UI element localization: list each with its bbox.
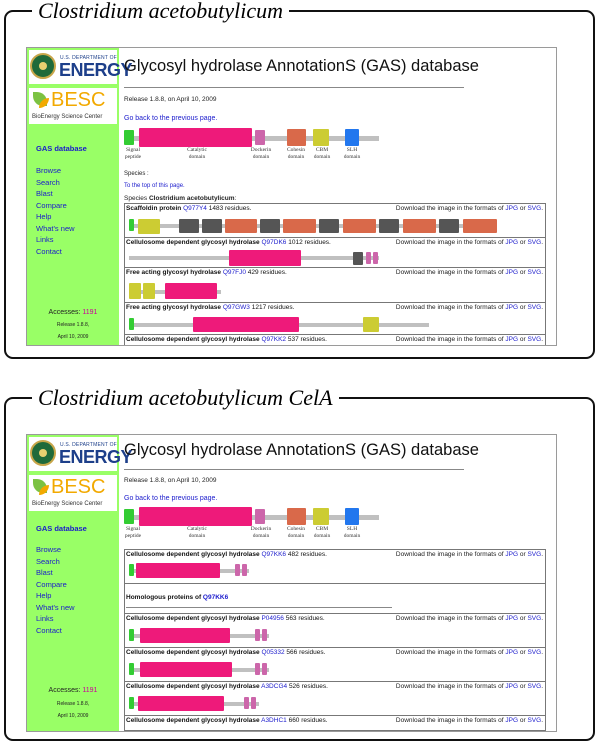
download-or: or [519,269,526,276]
legend-label-slh: SLH domain [343,147,361,160]
nav-contact[interactable]: Contact [36,625,62,635]
sidebar-release-date: April 10, 2009 [57,334,89,340]
panel-title: Clostridium acetobutylicum CelA [32,385,339,411]
download-or: or [519,717,526,724]
protein-table [124,203,546,346]
catalytic-domain [193,317,299,332]
signal-peptide-domain [129,629,134,641]
protein-id-link[interactable]: P04956 [261,615,284,622]
main-content [119,435,556,731]
svg-link[interactable]: SVG [527,717,542,724]
doe-logo[interactable] [29,50,133,84]
cbm-domain [363,317,379,332]
protein-name: Cellulosome dependent glycosyl hydrolase [126,551,260,558]
species-prefix: Species [124,195,148,202]
protein-title [126,683,328,690]
nav-help[interactable]: Help [36,212,52,221]
species-line: Species : [124,171,149,177]
protein-id-link[interactable]: Q97DK6 [261,239,287,246]
scaffold-module [202,219,222,233]
nav-browse[interactable]: Browse [36,545,62,554]
nav-search[interactable]: Search [36,177,60,187]
cbm-domain-swatch [313,508,329,525]
dockerin-domain [242,564,247,576]
download-period: . [541,336,543,343]
gas-screenshot [26,434,557,732]
protein-title [126,717,328,724]
legend-label-signal: Signal peptide [124,147,142,160]
sidebar-release-date: April 10, 2009 [57,713,89,719]
nav-blast[interactable]: Blast [36,189,53,198]
protein-name: Cellulosome dependent glycosyl hydrolase [126,615,260,622]
protein-title [126,336,327,343]
dockerin-domain [373,252,378,264]
download-period: . [541,304,543,311]
svg-link[interactable]: SVG [527,269,542,276]
jpg-link[interactable]: JPG [505,304,519,311]
download-links [396,615,543,622]
doe-logo-small-text: U.S. DEPARTMENT OF [60,55,117,61]
svg-link[interactable]: SVG [527,205,542,212]
scaffold-module [179,219,199,233]
species-suffix: : [234,195,237,202]
nav-search[interactable]: Search [36,556,60,566]
protein-residues: 563 residues. [285,615,325,622]
dockerin-domain-swatch [255,509,265,524]
scaffold-module [379,219,399,233]
legend-label-slh: SLH domain [343,526,361,539]
legend-label-catalytic: Catalytic domain [187,526,207,539]
protein-title [126,615,325,622]
download-period: . [541,269,543,276]
domain-legend [124,124,394,168]
catalytic-domain-swatch [139,128,252,147]
download-period: . [541,717,543,724]
nav-links[interactable]: Links [36,614,54,623]
besc-logo[interactable] [29,475,117,511]
svg-link[interactable]: SVG [527,683,542,690]
download-text: Download the image in the formats of [395,304,504,311]
protein-title [126,551,327,558]
download-period: . [541,615,543,622]
dockerin-domain [251,697,256,709]
panel-title: Clostridium acetobutylicum [32,0,289,24]
protein-id-link[interactable]: Q05332 [261,649,285,656]
protein-id-link[interactable]: Q97KK2 [261,336,287,343]
homologous-heading [126,594,228,601]
cohesin-domain-swatch [287,129,306,146]
protein-id-link[interactable]: Q977Y4 [183,205,207,212]
dockerin-domain [255,663,260,675]
download-links [396,269,543,276]
protein-residues: 526 residues. [288,683,328,690]
besc-logo-subtext: BioEnergy Science Center [32,114,103,120]
protein-row [125,204,545,237]
main-content [119,48,556,345]
doe-logo-small-text: U.S. DEPARTMENT OF [60,442,117,448]
protein-row [125,302,545,334]
nav-links[interactable]: Links [36,235,54,244]
protein-residues: 537 residues. [287,336,327,343]
download-text: Download the image in the formats of [395,239,504,246]
catalytic-domain [140,662,232,677]
download-links [396,239,543,246]
download-or: or [519,205,526,212]
download-text: Download the image in the formats of [395,269,504,276]
protein-residues: 1483 residues. [208,205,252,212]
download-or: or [519,336,526,343]
protein-row [125,613,545,647]
protein-name: Scaffoldin protein [126,205,182,212]
legend-label-dockerin: Dockerin domain [250,526,272,539]
protein-row [125,237,545,267]
protein-row [125,647,545,681]
legend-label-cohesin: Cohesin domain [286,526,306,539]
doe-logo-text: ENERGY [59,60,133,80]
nav-gas-database[interactable]: GAS database [36,144,87,153]
jpg-link[interactable]: JPG [505,615,519,622]
dockerin-domain [262,663,267,675]
title-divider [124,87,464,88]
catalytic-domain [165,283,217,299]
legend-label-dockerin: Dockerin domain [250,147,272,160]
download-links [396,304,543,311]
doe-logo-text: ENERGY [59,447,133,467]
signal-peptide-domain [129,697,134,709]
protein-name: Free acting glycosyl hydrolase [126,304,222,311]
legend-label-cbm: CBM domain [313,147,331,160]
protein-name: Cellulosome dependent glycosyl hydrolase [126,336,260,343]
jpg-link[interactable]: JPG [505,551,519,558]
homologous-id-link[interactable]: Q97KK6 [202,594,229,601]
nav-whats-new[interactable]: What's new [36,602,75,612]
svg-link[interactable]: SVG [527,336,542,343]
gas-screenshot [26,47,557,346]
jpg-link[interactable]: JPG [505,269,519,276]
protein-residues: 566 residues. [286,649,326,656]
download-or: or [519,239,526,246]
scaffold-module [353,252,363,265]
download-links [396,683,543,690]
access-counter [27,687,119,694]
download-period: . [541,649,543,656]
doe-logo[interactable] [29,437,133,471]
protein-title [126,304,294,311]
species-heading [124,195,236,202]
svg-link[interactable]: SVG [527,649,542,656]
page-title: Glycosyl hydrolase AnnotationS (GAS) database [124,441,479,459]
nav-compare[interactable]: Compare [36,579,67,589]
download-period: . [541,239,543,246]
svg-link[interactable]: SVG [527,551,542,558]
cbm-domain [138,219,160,234]
legend-label-signal: Signal peptide [124,526,142,539]
cbm-domain [143,283,155,299]
doe-seal-icon [30,440,56,466]
cohesin-domain [283,219,316,233]
protein-table [124,549,546,731]
jpg-link[interactable]: JPG [505,205,519,212]
cbm-domain [129,283,141,299]
download-links [396,649,543,656]
protein-title [126,239,331,246]
protein-residues: 1012 residues. [288,239,331,246]
dockerin-domain [262,629,267,641]
catalytic-domain [138,696,224,711]
protein-row [125,334,545,346]
protein-id-link[interactable]: Q97FJ0 [222,269,246,276]
catalytic-domain [229,250,301,266]
nav-help[interactable]: Help [36,591,52,600]
jpg-link[interactable]: JPG [505,239,519,246]
protein-title [126,205,251,212]
download-text: Download the image in the formats of [395,683,504,690]
signal-peptide-domain [129,663,134,675]
access-label: Accesses: [48,309,81,316]
download-or: or [519,304,526,311]
access-label: Accesses: [48,687,81,694]
protein-row [125,267,545,302]
signal-peptide-domain [129,564,134,576]
jpg-link[interactable]: JPG [505,649,519,656]
dockerin-domain [235,564,240,576]
homologous-section [125,583,545,613]
protein-id-link[interactable]: Q97KK6 [261,551,287,558]
sidebar-release: Release 1.8.8, [56,701,90,707]
signal-peptide-domain [129,219,134,231]
protein-name: Cellulosome dependent glycosyl hydrolase [126,717,260,724]
signal-peptide-swatch [124,130,134,145]
top-of-page-link[interactable]: To the top of this page. [124,183,185,189]
besc-logo-text: BESC [51,89,106,111]
download-period: . [541,551,543,558]
download-or: or [519,683,526,690]
protein-residues: 482 residues. [287,551,327,558]
sidebar-release: Release 1.8.8, [56,322,90,328]
signal-peptide-domain [129,318,134,330]
svg-link[interactable]: SVG [527,615,542,622]
protein-row [125,550,545,583]
download-text: Download the image in the formats of [395,615,504,622]
homologous-label: Homologous proteins of [126,594,202,601]
protein-id-link[interactable]: Q97GW3 [222,304,250,311]
doe-seal-icon [30,53,56,79]
cohesin-domain [403,219,436,233]
nav-gas-database[interactable]: GAS database [36,524,87,533]
legend-label-cbm: CBM domain [313,526,331,539]
besc-logo-subtext: BioEnergy Science Center [32,501,103,507]
download-period: . [541,205,543,212]
download-text: Download the image in the formats of [395,649,504,656]
download-text: Download the image in the formats of [395,551,504,558]
dockerin-domain-swatch [255,130,265,145]
download-text: Download the image in the formats of [395,205,504,212]
access-count: 1191 [82,309,98,316]
protein-row [125,681,545,715]
protein-id-link[interactable]: A3DHC1 [261,717,287,724]
protein-residues: 660 residues. [288,717,328,724]
jpg-link[interactable]: JPG [505,336,519,343]
domain-legend [124,503,394,547]
download-links [396,336,543,343]
besc-logo-text: BESC [51,476,106,498]
cohesin-domain [225,219,257,233]
dockerin-domain [366,252,371,264]
protein-residues: 429 residues. [247,269,287,276]
signal-peptide-swatch [124,509,134,524]
go-back-link[interactable]: Go back to the previous page. [124,495,218,502]
nav-compare[interactable]: Compare [36,200,67,210]
besc-logo[interactable] [29,88,117,124]
species-name: Clostridium acetobutylicum [148,195,235,202]
catalytic-domain [136,563,220,578]
sidebar-nav [36,544,75,636]
slh-domain-swatch [345,508,359,525]
nav-browse[interactable]: Browse [36,166,62,175]
download-links [396,717,543,724]
download-links [396,551,543,558]
go-back-link[interactable]: Go back to the previous page. [124,115,218,122]
svg-link[interactable]: SVG [527,239,542,246]
nav-blast[interactable]: Blast [36,568,53,577]
protein-name: Cellulosome dependent glycosyl hydrolase [126,649,260,656]
homologous-divider [126,607,392,608]
jpg-link[interactable]: JPG [505,683,519,690]
protein-id-link[interactable]: A3DCG4 [261,683,288,690]
scaffold-module [260,219,280,233]
download-period: . [541,683,543,690]
protein-row [125,715,545,732]
download-or: or [519,649,526,656]
protein-name: Cellulosome dependent glycosyl hydrolase [126,239,260,246]
slh-domain-swatch [345,129,359,146]
nav-whats-new[interactable]: What's new [36,223,75,233]
svg-link[interactable]: SVG [527,304,542,311]
catalytic-domain [140,628,230,643]
protein-name: Free acting glycosyl hydrolase [126,269,222,276]
protein-name: Cellulosome dependent glycosyl hydrolase [126,683,260,690]
nav-contact[interactable]: Contact [36,246,62,256]
release-info: Release 1.8.8, on April 10, 2009 [124,477,217,484]
panel-clostridium-acetobutylicum-cela [4,385,595,741]
legend-label-catalytic: Catalytic domain [187,147,207,160]
dockerin-domain [244,697,249,709]
download-links [396,205,543,212]
download-text: Download the image in the formats of [395,336,504,343]
sidebar-nav [36,165,75,257]
jpg-link[interactable]: JPG [505,717,519,724]
release-info: Release 1.8.8, on April 10, 2009 [124,96,217,103]
scaffold-module [439,219,459,233]
catalytic-domain-swatch [139,507,252,526]
protein-title [126,269,287,276]
scaffold-module [319,219,339,233]
cbm-domain-swatch [313,129,329,146]
access-count: 1191 [82,687,98,694]
legend-label-cohesin: Cohesin domain [286,147,306,160]
title-divider [124,469,464,470]
access-counter [27,309,119,316]
cohesin-domain [463,219,497,233]
cohesin-domain-swatch [287,508,306,525]
page-title: Glycosyl hydrolase AnnotationS (GAS) database [124,57,479,75]
protein-title [126,649,325,656]
cohesin-domain [343,219,376,233]
panel-clostridium-acetobutylicum [4,0,595,359]
download-or: or [519,551,526,558]
download-or: or [519,615,526,622]
dockerin-domain [255,629,260,641]
download-text: Download the image in the formats of [395,717,504,724]
protein-residues: 1217 residues. [251,304,295,311]
